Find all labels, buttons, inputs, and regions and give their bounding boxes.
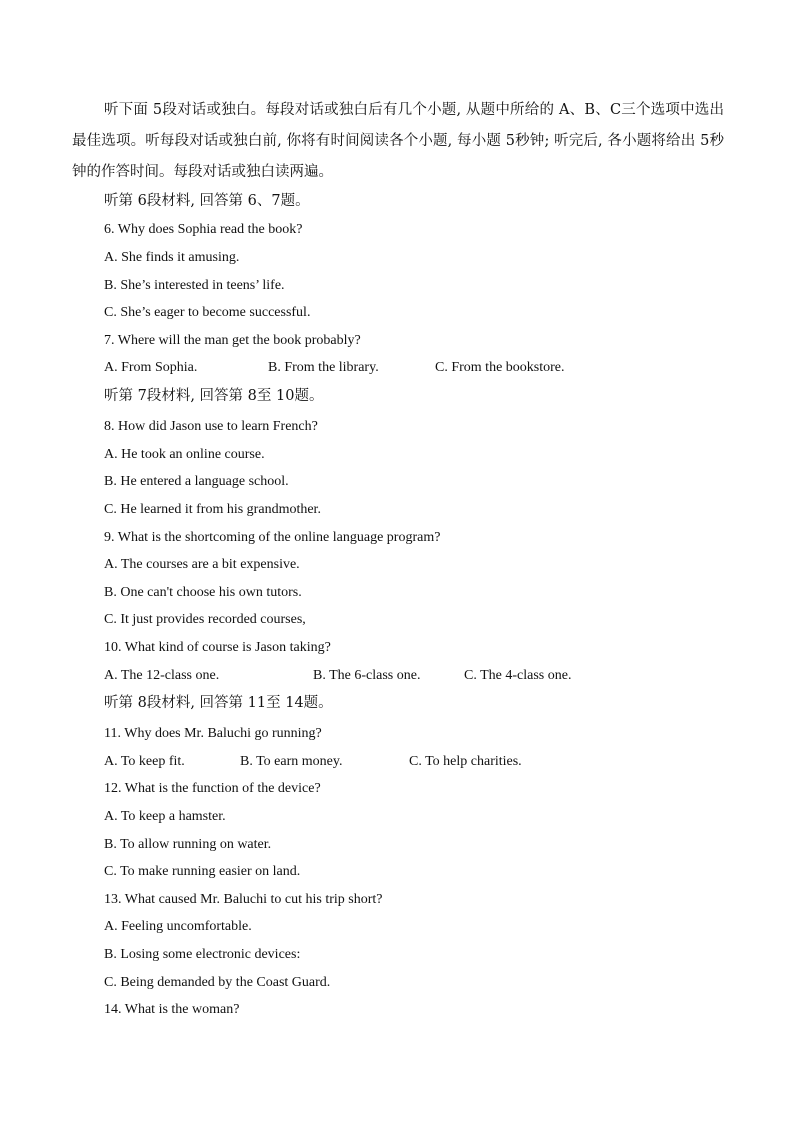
question-14-stem: 14. What is the woman? <box>104 1002 240 1017</box>
question-8-option-c: C. He learned it from his grandmother. <box>104 502 321 517</box>
question-10-option-c: C. The 4-class one. <box>464 668 572 683</box>
question-13-option-b: B. Losing some electronic devices: <box>104 947 301 962</box>
question-6-stem: 6. Why does Sophia read the book? <box>104 222 303 237</box>
question-11-option-b: B. To earn money. <box>240 754 343 769</box>
section-heading-8: 听第 8段材料, 回答第 11至 14题。 <box>104 695 333 711</box>
question-13-option-a: A. Feeling uncomfortable. <box>104 919 252 934</box>
question-12-option-b: B. To allow running on water. <box>104 837 272 852</box>
question-11-option-a: A. To keep fit. <box>104 754 185 769</box>
question-9-option-b: B. One can't choose his own tutors. <box>104 585 302 600</box>
question-10-option-b: B. The 6-class one. <box>313 668 421 683</box>
question-6-option-a: A. She finds it amusing. <box>104 250 240 265</box>
question-13-stem: 13. What caused Mr. Baluchi to cut his trip short? <box>104 892 383 907</box>
question-7-option-a: A. From Sophia. <box>104 360 198 375</box>
question-8-stem: 8. How did Jason use to learn French? <box>104 419 318 434</box>
question-11-stem: 11. Why does Mr. Baluchi go running? <box>104 726 322 741</box>
question-12-stem: 12. What is the function of the device? <box>104 781 321 796</box>
question-6-option-b: B. She’s interested in teens’ life. <box>104 278 285 293</box>
section-heading-7: 听第 7段材料, 回答第 8至 10题。 <box>104 388 324 404</box>
question-7-option-c: C. From the bookstore. <box>435 360 565 375</box>
question-13-option-c: C. Being demanded by the Coast Guard. <box>104 975 331 990</box>
question-12-option-a: A. To keep a hamster. <box>104 809 226 824</box>
question-10-options <box>104 667 571 685</box>
question-12-option-c: C. To make running easier on land. <box>104 864 301 879</box>
question-7-stem: 7. Where will the man get the book probably? <box>104 333 361 348</box>
question-9-stem: 9. What is the shortcoming of the online language program? <box>104 530 441 545</box>
question-10-option-a: A. The 12-class one. <box>104 668 220 683</box>
question-10-stem: 10. What kind of course is Jason taking? <box>104 640 331 655</box>
question-8-option-a: A. He took an online course. <box>104 447 265 462</box>
section-heading-6: 听第 6段材料, 回答第 6、7题。 <box>104 193 310 209</box>
question-9-option-c: C. It just provides recorded courses, <box>104 612 306 627</box>
question-7-option-b: B. From the library. <box>268 360 379 375</box>
question-6-option-c: C. She’s eager to become successful. <box>104 305 311 320</box>
question-7-options <box>104 359 565 377</box>
question-8-option-b: B. He entered a language school. <box>104 474 289 489</box>
question-9-option-a: A. The courses are a bit expensive. <box>104 557 300 572</box>
question-11-options <box>104 753 522 771</box>
instructions-paragraph: 听下面 5段对话或独白。每段对话或独白后有几个小题, 从题中所给的 A、B、C三个选项中选出最佳选项。听每段对话或独白前, 你将有时间阅读各个小题, 每小题 5秒钟; 听完后, 各小题将给出 5秒钟的作答时间。每段对话或独白读两遍。 <box>72 102 724 180</box>
question-11-option-c: C. To help charities. <box>409 754 522 769</box>
